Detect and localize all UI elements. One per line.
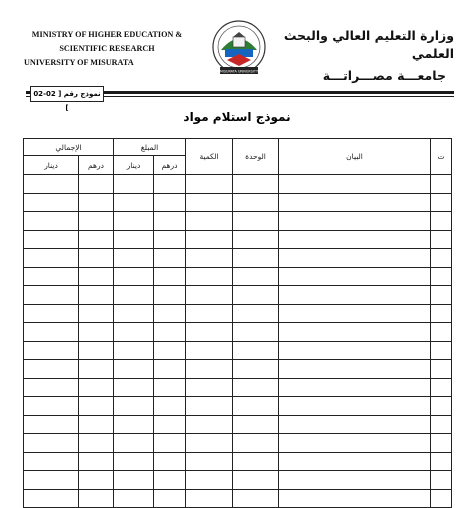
table-cell[interactable] <box>186 415 233 434</box>
header-arabic <box>274 27 454 85</box>
table-cell[interactable] <box>431 434 452 453</box>
table-cell[interactable] <box>79 304 114 323</box>
table-cell[interactable] <box>233 267 279 286</box>
col-total-header: الإجمالي <box>24 139 114 156</box>
ministry-name-en-line1: MINISTRY OF HIGHER EDUCATION & <box>31 30 183 39</box>
table-cell[interactable] <box>279 360 431 379</box>
table-row <box>24 286 452 305</box>
table-cell[interactable] <box>79 341 114 360</box>
table-row <box>24 323 452 342</box>
table-cell[interactable] <box>279 249 431 268</box>
table-row <box>24 341 452 360</box>
table-row <box>24 212 452 231</box>
table-cell[interactable] <box>24 286 79 305</box>
table-cell[interactable] <box>24 378 79 397</box>
table-cell[interactable] <box>233 471 279 490</box>
table-cell[interactable] <box>24 323 79 342</box>
form-title: نموذج استلام مواد <box>183 110 291 124</box>
table-body <box>24 175 452 508</box>
table-cell[interactable] <box>79 212 114 231</box>
table-cell[interactable] <box>154 193 186 212</box>
table-cell[interactable] <box>114 212 154 231</box>
col-amount-dirham-header: درهم <box>154 156 186 175</box>
col-amount-header: المبلغ <box>114 139 186 156</box>
table-cell[interactable] <box>431 193 452 212</box>
table-cell[interactable] <box>279 286 431 305</box>
table-cell[interactable] <box>279 304 431 323</box>
col-unit-header: الوحدة <box>233 139 279 175</box>
table-cell[interactable] <box>186 471 233 490</box>
table-cell[interactable] <box>431 341 452 360</box>
university-logo <box>211 20 267 78</box>
table-cell[interactable] <box>79 193 114 212</box>
table-row <box>24 489 452 508</box>
materials-receipt-table <box>23 138 452 508</box>
university-name-ar: جامعـــة مصـــراتـــة <box>322 68 446 83</box>
table-cell[interactable] <box>114 397 154 416</box>
table-cell[interactable] <box>279 378 431 397</box>
table-cell[interactable] <box>279 230 431 249</box>
table-cell[interactable] <box>79 175 114 194</box>
table-cell[interactable] <box>24 175 79 194</box>
table-cell[interactable] <box>79 378 114 397</box>
ministry-name-ar: وزارة التعليم العالي والبحث العلمي <box>283 28 454 61</box>
form-number-box: نموذج رقم [ 02-02 ] <box>30 86 104 102</box>
table-cell[interactable] <box>24 193 79 212</box>
table-cell[interactable] <box>186 267 233 286</box>
ministry-name-en-line2: SCIENTIFIC RESEARCH <box>59 44 155 53</box>
table-cell[interactable] <box>114 323 154 342</box>
table-cell[interactable] <box>186 230 233 249</box>
table-cell[interactable] <box>186 360 233 379</box>
table-cell[interactable] <box>24 397 79 416</box>
table-cell[interactable] <box>279 415 431 434</box>
table-cell[interactable] <box>154 304 186 323</box>
table-cell[interactable] <box>186 341 233 360</box>
table-cell[interactable] <box>24 471 79 490</box>
table-cell[interactable] <box>114 489 154 508</box>
table-cell[interactable] <box>186 286 233 305</box>
table-cell[interactable] <box>24 434 79 453</box>
table-cell[interactable] <box>114 471 154 490</box>
table-cell[interactable] <box>186 323 233 342</box>
table-cell[interactable] <box>114 452 154 471</box>
table-cell[interactable] <box>233 452 279 471</box>
table-cell[interactable] <box>279 175 431 194</box>
table-cell[interactable] <box>24 360 79 379</box>
table-cell[interactable] <box>79 489 114 508</box>
table-cell[interactable] <box>279 471 431 490</box>
table-cell[interactable] <box>24 249 79 268</box>
table-cell[interactable] <box>24 452 79 471</box>
table-cell[interactable] <box>233 434 279 453</box>
table-row <box>24 175 452 194</box>
table-row <box>24 360 452 379</box>
table-cell[interactable] <box>431 452 452 471</box>
table-cell[interactable] <box>186 175 233 194</box>
table-cell[interactable] <box>114 304 154 323</box>
table-cell[interactable] <box>186 397 233 416</box>
table-row <box>24 267 452 286</box>
table-row <box>24 434 452 453</box>
table-cell[interactable] <box>431 212 452 231</box>
table-cell[interactable] <box>114 267 154 286</box>
table-cell[interactable] <box>186 193 233 212</box>
table-cell[interactable] <box>114 415 154 434</box>
table-cell[interactable] <box>79 471 114 490</box>
table-row <box>24 415 452 434</box>
table-row <box>24 397 452 416</box>
table-cell[interactable] <box>79 249 114 268</box>
table-cell[interactable] <box>186 212 233 231</box>
table-cell[interactable] <box>114 434 154 453</box>
table-cell[interactable] <box>279 489 431 508</box>
table-cell[interactable] <box>24 489 79 508</box>
col-total-dinar-header: دينار <box>24 156 79 175</box>
table-cell[interactable] <box>186 249 233 268</box>
table-cell[interactable] <box>114 230 154 249</box>
university-name-en: UNIVERSITY OF MISURATA <box>24 58 134 67</box>
table-cell[interactable] <box>279 323 431 342</box>
table-cell[interactable] <box>431 267 452 286</box>
table-cell[interactable] <box>24 341 79 360</box>
table-cell[interactable] <box>24 267 79 286</box>
table-row <box>24 378 452 397</box>
table-cell[interactable] <box>233 341 279 360</box>
table-cell[interactable] <box>79 267 114 286</box>
table-cell[interactable] <box>154 230 186 249</box>
table-cell[interactable] <box>154 286 186 305</box>
table-cell[interactable] <box>431 323 452 342</box>
table-cell[interactable] <box>79 397 114 416</box>
table-cell[interactable] <box>279 193 431 212</box>
table-cell[interactable] <box>431 415 452 434</box>
table-cell[interactable] <box>114 249 154 268</box>
table-cell[interactable] <box>431 489 452 508</box>
table-cell[interactable] <box>79 286 114 305</box>
table-row <box>24 230 452 249</box>
header-english <box>22 28 192 70</box>
table-cell[interactable] <box>114 286 154 305</box>
table-cell[interactable] <box>24 212 79 231</box>
table-row <box>24 249 452 268</box>
table-cell[interactable] <box>233 489 279 508</box>
table-row <box>24 193 452 212</box>
table-row <box>24 304 452 323</box>
table-cell[interactable] <box>279 434 431 453</box>
table-cell[interactable] <box>114 360 154 379</box>
table-cell[interactable] <box>154 323 186 342</box>
table-cell[interactable] <box>114 193 154 212</box>
table-cell[interactable] <box>233 212 279 231</box>
col-amount-dinar-header: دينار <box>114 156 154 175</box>
table-cell[interactable] <box>431 230 452 249</box>
table-cell[interactable] <box>233 415 279 434</box>
table-row <box>24 471 452 490</box>
table-row <box>24 452 452 471</box>
table-cell[interactable] <box>233 397 279 416</box>
table-cell[interactable] <box>24 415 79 434</box>
table-cell[interactable] <box>431 249 452 268</box>
table-cell[interactable] <box>154 415 186 434</box>
table-cell[interactable] <box>186 452 233 471</box>
table-cell[interactable] <box>279 267 431 286</box>
table-cell[interactable] <box>154 397 186 416</box>
table-cell[interactable] <box>431 378 452 397</box>
table-cell[interactable] <box>233 286 279 305</box>
table-cell[interactable] <box>154 249 186 268</box>
table-cell[interactable] <box>279 452 431 471</box>
table-cell[interactable] <box>186 434 233 453</box>
table-cell[interactable] <box>79 415 114 434</box>
table-cell[interactable] <box>233 249 279 268</box>
table-cell[interactable] <box>233 193 279 212</box>
table-cell[interactable] <box>154 267 186 286</box>
table-cell[interactable] <box>186 489 233 508</box>
table-cell[interactable] <box>431 175 452 194</box>
table-cell[interactable] <box>154 175 186 194</box>
table-cell[interactable] <box>114 378 154 397</box>
table-cell[interactable] <box>79 230 114 249</box>
table-cell[interactable] <box>114 341 154 360</box>
table-cell[interactable] <box>279 397 431 416</box>
table-cell[interactable] <box>279 212 431 231</box>
table-cell[interactable] <box>233 360 279 379</box>
table-cell[interactable] <box>154 471 186 490</box>
col-index-header: ت <box>431 139 452 175</box>
table-cell[interactable] <box>114 175 154 194</box>
table-cell[interactable] <box>154 434 186 453</box>
table-cell[interactable] <box>431 360 452 379</box>
table-cell[interactable] <box>154 212 186 231</box>
col-total-dirham-header: درهم <box>79 156 114 175</box>
table-cell[interactable] <box>24 230 79 249</box>
table-cell[interactable] <box>79 360 114 379</box>
table-cell[interactable] <box>431 286 452 305</box>
table-cell[interactable] <box>154 341 186 360</box>
col-quantity-header: الكمية <box>186 139 233 175</box>
table-cell[interactable] <box>431 397 452 416</box>
col-description-header: البيان <box>279 139 431 175</box>
table-cell[interactable] <box>233 304 279 323</box>
logo-caption: MISURATA UNIVERSITY <box>219 69 259 74</box>
table-cell[interactable] <box>154 452 186 471</box>
table-cell[interactable] <box>79 452 114 471</box>
table-cell[interactable] <box>431 304 452 323</box>
table-cell[interactable] <box>154 360 186 379</box>
table-cell[interactable] <box>79 323 114 342</box>
table-cell[interactable] <box>431 471 452 490</box>
table-cell[interactable] <box>24 304 79 323</box>
table-cell[interactable] <box>79 434 114 453</box>
table-cell[interactable] <box>233 175 279 194</box>
table-cell[interactable] <box>186 378 233 397</box>
table-cell[interactable] <box>233 323 279 342</box>
table-cell[interactable] <box>186 304 233 323</box>
table-cell[interactable] <box>233 230 279 249</box>
table-cell[interactable] <box>233 378 279 397</box>
table-cell[interactable] <box>154 489 186 508</box>
table-cell[interactable] <box>279 341 431 360</box>
table-cell[interactable] <box>154 378 186 397</box>
